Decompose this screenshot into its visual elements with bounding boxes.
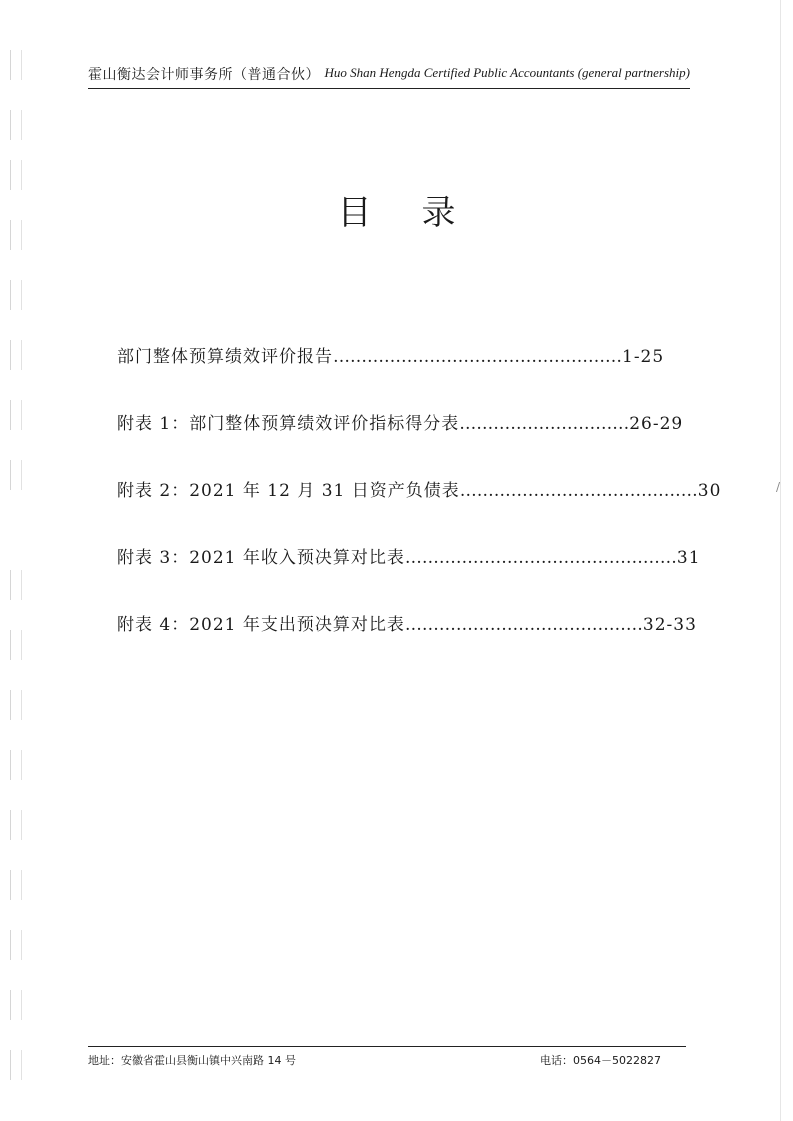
binding-mark [10, 750, 22, 780]
binding-mark [10, 990, 22, 1020]
table-of-contents [117, 340, 722, 675]
toc-entry[interactable] [117, 340, 677, 374]
toc-entry[interactable] [117, 541, 701, 575]
toc-entry-label: 附表 2：2021 年 12 月 31 日资产负债表 [117, 481, 460, 501]
toc-entry-label: 附表 3：2021 年收入预决算对比表 [117, 548, 405, 568]
toc-entry-leader: ………………………… [459, 414, 630, 434]
binding-mark [10, 1050, 22, 1080]
footer-address: 地址：安徽省霍山县衡山镇中兴南路 14 号 [88, 1054, 296, 1067]
binding-mark [10, 630, 22, 660]
binding-mark [10, 570, 22, 600]
toc-entry-label: 附表 4：2021 年支出预决算对比表 [117, 615, 405, 635]
binding-mark [10, 280, 22, 310]
toc-entry-pages: 32-33 [642, 615, 697, 635]
binding-mark [10, 50, 22, 80]
toc-entry-pages: 31 [676, 548, 701, 568]
toc-entry-label: 部门整体预算绩效评价报告 [117, 347, 333, 367]
toc-entry-leader: …………………………………… [404, 615, 643, 635]
toc-entry-pages: 1-25 [622, 347, 665, 367]
binding-mark [10, 400, 22, 430]
toc-entry[interactable] [117, 608, 697, 642]
page-header [88, 60, 690, 89]
firm-name-en: Huo Shan Hengda Certified Public Accountants (general partnership) [324, 65, 690, 80]
page-title: 目录 [337, 193, 506, 233]
binding-mark [10, 690, 22, 720]
toc-entry-leader: …………………………………… [459, 481, 698, 501]
binding-mark [10, 930, 22, 960]
binding-mark [10, 810, 22, 840]
binding-mark [10, 870, 22, 900]
toc-entry-leader: ………………………………………… [404, 548, 677, 568]
binding-mark [10, 340, 22, 370]
toc-entry-pages: 26-29 [629, 414, 684, 434]
footer-phone: 电话：0564－5022827 [540, 1054, 661, 1067]
toc-entry-pages: 30 [697, 481, 722, 501]
scan-side-mark: / [776, 480, 781, 494]
toc-entry[interactable] [117, 474, 722, 508]
toc-entry-leader: …………………………………………… [333, 347, 622, 367]
toc-entry-label: 附表 1：部门整体预算绩效评价指标得分表 [117, 414, 460, 434]
firm-name-cn: 霍山衡达会计师事务所（普通合伙） [88, 67, 320, 83]
scan-edge-line [780, 0, 781, 1121]
toc-entry[interactable] [117, 407, 684, 441]
binding-mark [10, 460, 22, 490]
page-footer [88, 1046, 686, 1069]
binding-mark [10, 110, 22, 140]
